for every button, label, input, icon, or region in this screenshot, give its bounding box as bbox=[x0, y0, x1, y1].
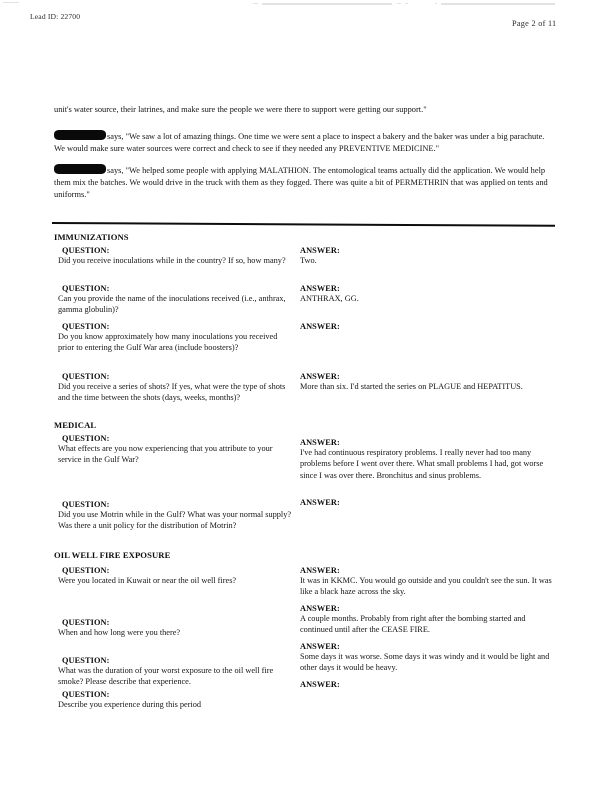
scan-artifact bbox=[397, 3, 401, 4]
answer-text: More than six. I'd started the series on PLAGUE and HEPATITUS. bbox=[300, 382, 523, 391]
question-text: Did you receive a series of shots? If yes, what were the type of shots and the time between the shots (days, weeks, months)? bbox=[58, 382, 286, 403]
scan-artifact bbox=[3, 2, 19, 3]
question-label: QUESTION: bbox=[62, 284, 110, 293]
question-label: QUESTION: bbox=[62, 618, 110, 627]
answer-label: ANSWER: bbox=[300, 246, 340, 255]
section-title-medical: MEDICAL bbox=[54, 420, 97, 430]
scan-artifact bbox=[262, 3, 392, 5]
narrative-paragraph bbox=[54, 164, 554, 201]
question-text: Can you provide the name of the inoculations received (i.e., anthrax, gamma globulin)? bbox=[58, 294, 286, 315]
narrative-paragraph bbox=[54, 130, 554, 155]
scan-artifact bbox=[435, 3, 437, 4]
question-text: What effects are you now experiencing that you attribute to your service in the Gulf War? bbox=[58, 444, 273, 465]
redaction-bar bbox=[54, 164, 106, 174]
narrative-paragraph-text: says, "We helped some people with applying MALATHION. The entomological teams actually did the application. We would help them mix the batches. We would drive in the truck with them as they fogged. There was quite a bit of PERMETHRIN that was applied on tents and uniforms." bbox=[54, 166, 548, 200]
question-label: QUESTION: bbox=[62, 656, 110, 665]
answer-label: ANSWER: bbox=[300, 566, 340, 575]
redaction-bar bbox=[54, 130, 106, 140]
answer-label: ANSWER: bbox=[300, 498, 340, 507]
narrative-continued-line: unit's water source, their latrines, and make sure the people we were there to support were getting our support." bbox=[54, 105, 427, 114]
narrative-paragraph-text: says, "We saw a lot of amazing things. One time we were sent a place to inspect a bakery and the baker was under a big parachute. We would make sure water sources were correct and check to see if they needed any PREVENTIVE MEDICINE." bbox=[54, 132, 545, 154]
answer-label: ANSWER: bbox=[300, 604, 340, 613]
answer-label: ANSWER: bbox=[300, 642, 340, 651]
question-text: What was the duration of your worst exposure to the oil well fire smoke? Please describe that experience. bbox=[58, 666, 274, 687]
page-number-header: Page 2 of 11 bbox=[512, 19, 557, 28]
question-text: Did you use Motrin while in the Gulf? What was your normal supply? Was there a unit policy for the distribution of Motrin? bbox=[58, 510, 292, 531]
scan-artifact bbox=[405, 3, 408, 4]
answer-text: A couple months. Probably from right after the bombing started and continued until after the CEASE FIRE. bbox=[300, 614, 526, 635]
answer-text: I've had continuous respiratory problems. I really never had too many problems before I went over there. What small problems I had, got worse since I was over there. Bronchitus and sinus problems. bbox=[300, 448, 544, 480]
question-label: QUESTION: bbox=[62, 372, 110, 381]
answer-label: ANSWER: bbox=[300, 322, 340, 331]
section-title-oil-well-fire-exposure: OIL WELL FIRE EXPOSURE bbox=[54, 550, 171, 560]
scan-artifact bbox=[253, 3, 258, 4]
answer-text: Two. bbox=[300, 256, 317, 265]
question-label: QUESTION: bbox=[62, 566, 110, 575]
scan-artifact bbox=[441, 3, 555, 5]
answer-label: ANSWER: bbox=[300, 372, 340, 381]
answer-label: ANSWER: bbox=[300, 438, 340, 447]
answer-text: It was in KKMC. You would go outside and you couldn't see the sun. It was like a black haze across the sky. bbox=[300, 576, 552, 597]
question-text: Describe you experience during this period bbox=[58, 700, 202, 709]
question-text: Do you know approximately how many inoculations you received prior to entering the Gulf War area (include boosters)? bbox=[58, 332, 278, 353]
question-text: Did you receive inoculations while in the country? If so, how many? bbox=[58, 256, 286, 265]
question-label: QUESTION: bbox=[62, 246, 110, 255]
answer-label: ANSWER: bbox=[300, 284, 340, 293]
lead-id-header: Lead ID: 22700 bbox=[30, 12, 81, 21]
question-label: QUESTION: bbox=[62, 500, 110, 509]
section-title-immunizations: IMMUNIZATIONS bbox=[54, 232, 129, 242]
section-divider-rule bbox=[52, 222, 555, 227]
question-label: QUESTION: bbox=[62, 690, 110, 699]
answer-text: Some days it was worse. Some days it was windy and it would be light and other days it would be heavy. bbox=[300, 652, 550, 673]
question-text: Were you located in Kuwait or near the oil well fires? bbox=[58, 576, 237, 585]
answer-text: ANTHRAX, GG. bbox=[300, 294, 359, 303]
question-label: QUESTION: bbox=[62, 434, 110, 443]
question-text: When and how long were you there? bbox=[58, 628, 181, 637]
question-label: QUESTION: bbox=[62, 322, 110, 331]
answer-label: ANSWER: bbox=[300, 680, 340, 689]
narrative-block bbox=[54, 104, 554, 202]
